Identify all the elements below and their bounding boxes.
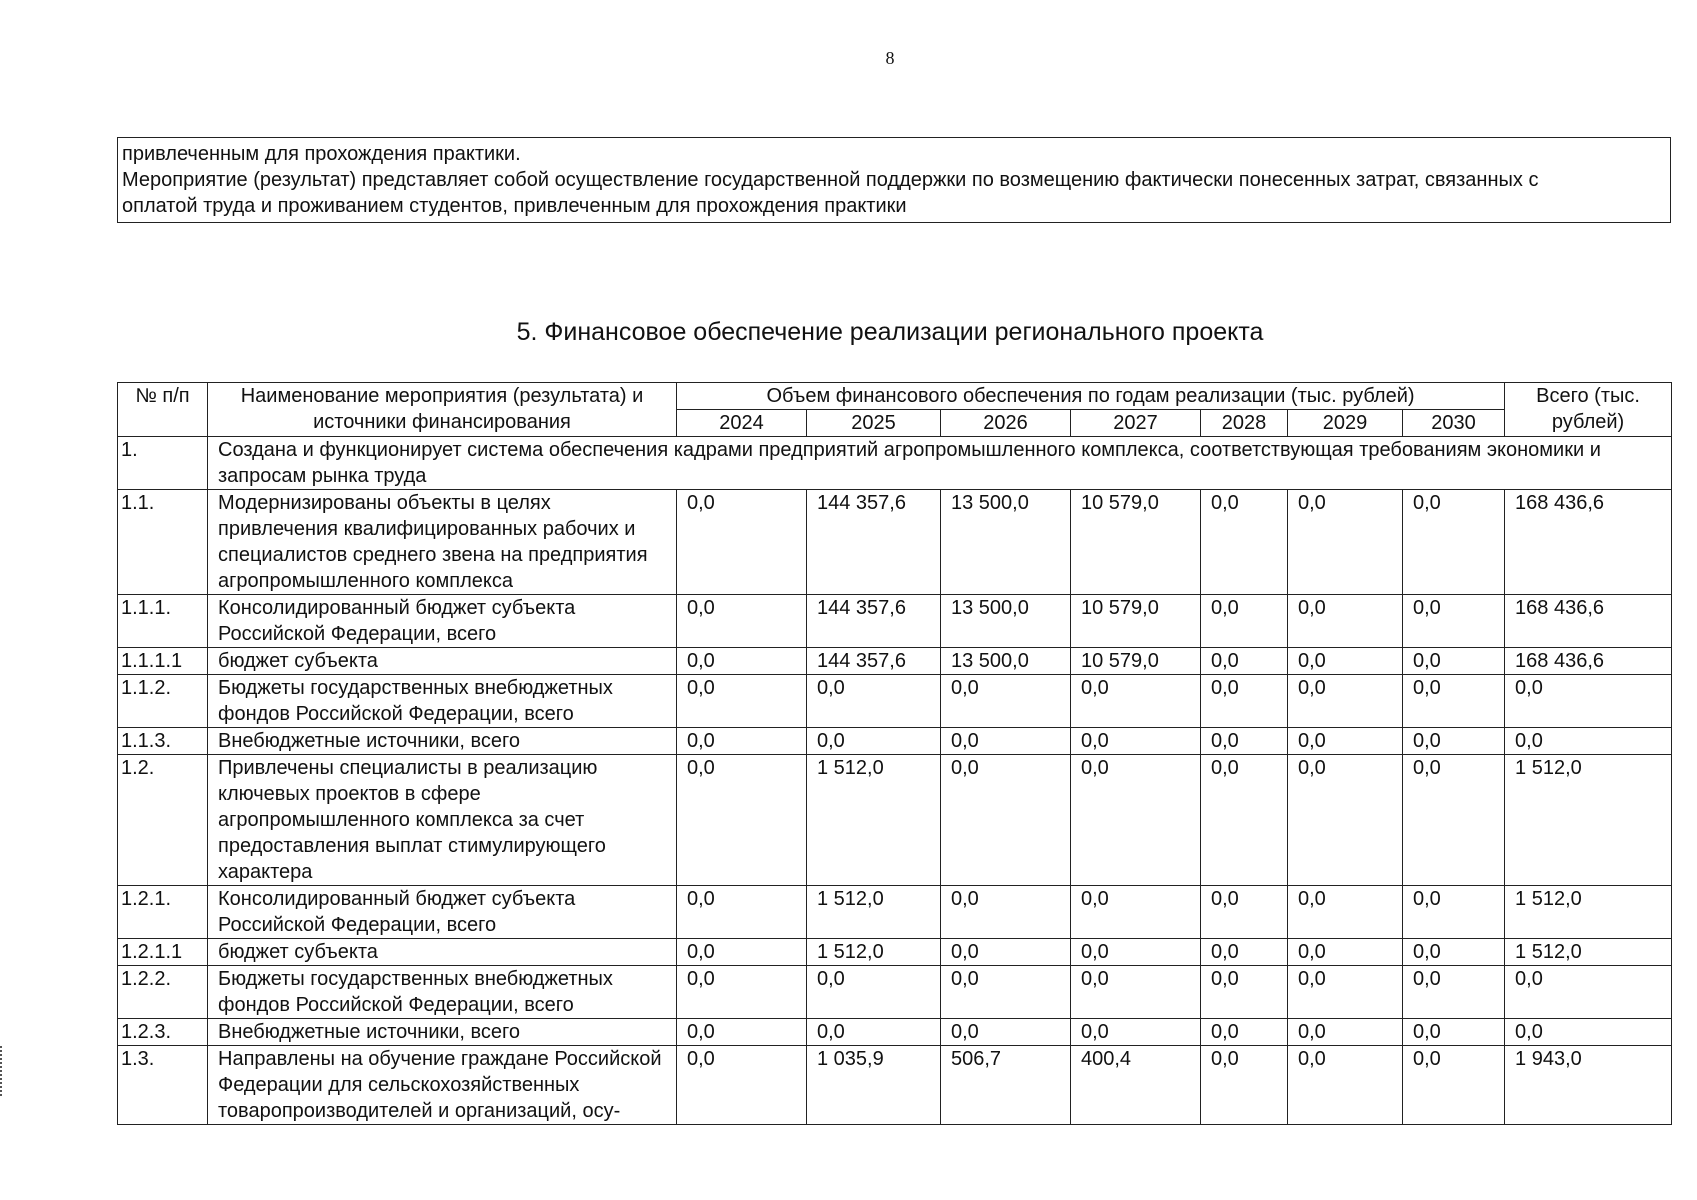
row-value: 0,0 (677, 755, 807, 886)
row-value: 0,0 (1201, 490, 1288, 595)
row-value: 0,0 (807, 966, 941, 1019)
row-value: 0,0 (941, 675, 1071, 728)
row-value: 0,0 (677, 728, 807, 755)
row-value: 0,0 (1071, 966, 1201, 1019)
header-year: 2026 (941, 410, 1071, 437)
header-total: Всего (тыс. рублей) (1505, 383, 1672, 437)
row-value: 0,0 (1071, 728, 1201, 755)
row-num: 1.1. (118, 490, 208, 595)
row-value: 0,0 (1403, 755, 1505, 886)
row-value: 0,0 (807, 675, 941, 728)
row-value: 0,0 (1403, 966, 1505, 1019)
row-total: 168 436,6 (1505, 648, 1672, 675)
table-row (118, 648, 1672, 675)
row-value: 0,0 (941, 755, 1071, 886)
row-total: 1 512,0 (1505, 886, 1672, 939)
row-value: 0,0 (941, 939, 1071, 966)
intro-text-box (117, 137, 1671, 223)
row-total: 0,0 (1505, 728, 1672, 755)
row-num: 1.1.2. (118, 675, 208, 728)
intro-line: Мероприятие (результат) представляет собой осуществление государственной поддержки по возмещению фактически понесенных затрат, связанных с (122, 169, 1539, 191)
row-value: 0,0 (1403, 728, 1505, 755)
header-year: 2030 (1403, 410, 1505, 437)
row-value: 0,0 (1071, 1019, 1201, 1046)
intro-line: привлеченным для прохождения практики. (122, 143, 521, 165)
row-value: 0,0 (1201, 675, 1288, 728)
row-num: 1.3. (118, 1046, 208, 1125)
row-name: Модернизированы объекты в целях привлечения квалифицированных рабочих и специалистов среднего звена на предприятия агропромышленного комплекса (208, 490, 677, 595)
row-value: 0,0 (1288, 966, 1403, 1019)
row-num: 1.2.1.1 (118, 939, 208, 966)
table-row (118, 595, 1672, 648)
table-row (118, 1019, 1672, 1046)
row-value: 1 035,9 (807, 1046, 941, 1125)
row-value: 0,0 (1403, 886, 1505, 939)
row-name: Бюджеты государственных внебюджетных фондов Российской Федерации, всего (208, 966, 677, 1019)
row-value: 0,0 (807, 728, 941, 755)
header-year: 2028 (1201, 410, 1288, 437)
row-value: 0,0 (1071, 675, 1201, 728)
row-total: 0,0 (1505, 1019, 1672, 1046)
row-value: 400,4 (1071, 1046, 1201, 1125)
row-value: 0,0 (1403, 1046, 1505, 1125)
row-value: 0,0 (677, 648, 807, 675)
table-row (118, 939, 1672, 966)
header-volume: Объем финансового обеспечения по годам реализации (тыс. рублей) (677, 383, 1505, 410)
row-num: 1. (118, 437, 208, 490)
row-value: 10 579,0 (1071, 595, 1201, 648)
row-value: 0,0 (677, 939, 807, 966)
row-value: 0,0 (1201, 886, 1288, 939)
row-value: 0,0 (941, 728, 1071, 755)
header-year: 2024 (677, 410, 807, 437)
row-value: 0,0 (1201, 1019, 1288, 1046)
row-value: 144 357,6 (807, 490, 941, 595)
row-value: 0,0 (1288, 648, 1403, 675)
row-value: 0,0 (1288, 886, 1403, 939)
table-row (118, 886, 1672, 939)
row-value: 0,0 (1403, 595, 1505, 648)
row-value: 0,0 (941, 966, 1071, 1019)
row-value: 0,0 (1288, 595, 1403, 648)
row-name: Привлечены специалисты в реализацию ключевых проектов в сфере агропромышленного комплекса за счет предоставления выплат стимулирующего характера (208, 755, 677, 886)
row-value: 0,0 (1403, 490, 1505, 595)
row-value: 0,0 (1201, 728, 1288, 755)
row-value: 0,0 (677, 490, 807, 595)
header-year: 2025 (807, 410, 941, 437)
row-value: 0,0 (1071, 755, 1201, 886)
table-row (118, 675, 1672, 728)
row-num: 1.2. (118, 755, 208, 886)
row-total: 1 512,0 (1505, 939, 1672, 966)
row-name: Консолидированный бюджет субъекта Российской Федерации, всего (208, 595, 677, 648)
row-total: 0,0 (1505, 966, 1672, 1019)
row-value: 0,0 (1071, 886, 1201, 939)
row-value: 0,0 (1403, 1019, 1505, 1046)
section-row (118, 437, 1672, 490)
row-value: 0,0 (1201, 648, 1288, 675)
row-value: 0,0 (677, 1019, 807, 1046)
row-total: 1 512,0 (1505, 755, 1672, 886)
row-value: 0,0 (1403, 939, 1505, 966)
row-name: Внебюджетные источники, всего (208, 728, 677, 755)
row-value: 10 579,0 (1071, 490, 1201, 595)
row-num: 1.1.3. (118, 728, 208, 755)
table-row (118, 728, 1672, 755)
row-value: 0,0 (1288, 728, 1403, 755)
row-num: 1.2.1. (118, 886, 208, 939)
table-row (118, 1046, 1672, 1125)
row-value: 1 512,0 (807, 755, 941, 886)
row-value: 13 500,0 (941, 490, 1071, 595)
row-value: 13 500,0 (941, 595, 1071, 648)
margin-marks (0, 1046, 6, 1096)
row-value: 0,0 (1201, 1046, 1288, 1125)
table-row (118, 490, 1672, 595)
row-name: Бюджеты государственных внебюджетных фондов Российской Федерации, всего (208, 675, 677, 728)
row-value: 1 512,0 (807, 886, 941, 939)
header-num: № п/п (118, 383, 208, 437)
row-value: 13 500,0 (941, 648, 1071, 675)
row-name: Направлены на обучение граждане Российской Федерации для сельскохозяйственных товаропроизводителей и организаций, осу- (208, 1046, 677, 1125)
row-value: 0,0 (677, 675, 807, 728)
row-value: 144 357,6 (807, 648, 941, 675)
page-number: 8 (885, 48, 895, 68)
table-header-row (118, 383, 1672, 410)
section-title: 5. Финансовое обеспечение реализации регионального проекта (516, 318, 1264, 346)
intro-line: оплатой труда и проживанием студентов, привлеченным для прохождения практики (122, 195, 907, 217)
row-total: 1 943,0 (1505, 1046, 1672, 1125)
row-total: 0,0 (1505, 675, 1672, 728)
row-value: 0,0 (677, 886, 807, 939)
row-value: 0,0 (1403, 675, 1505, 728)
table-row (118, 966, 1672, 1019)
header-name: Наименование мероприятия (результата) и источники финансирования (208, 383, 677, 437)
row-value: 0,0 (1288, 1046, 1403, 1125)
row-value: 0,0 (941, 886, 1071, 939)
row-value: 0,0 (677, 1046, 807, 1125)
financing-table (117, 382, 1672, 1125)
header-year: 2027 (1071, 410, 1201, 437)
row-value: 144 357,6 (807, 595, 941, 648)
row-total: 168 436,6 (1505, 595, 1672, 648)
row-value: 0,0 (1201, 966, 1288, 1019)
row-value: 0,0 (1201, 755, 1288, 886)
row-value: 0,0 (1288, 755, 1403, 886)
section-text: Создана и функционирует система обеспечения кадрами предприятий агропромышленного комплекса, соответствующая требованиям экономики и запросам рынка труда (208, 437, 1672, 490)
row-value: 0,0 (807, 1019, 941, 1046)
row-value: 0,0 (1403, 648, 1505, 675)
row-value: 0,0 (677, 966, 807, 1019)
row-name: бюджет субъекта (208, 648, 677, 675)
row-value: 0,0 (1288, 939, 1403, 966)
header-year: 2029 (1288, 410, 1403, 437)
row-num: 1.2.3. (118, 1019, 208, 1046)
row-value: 506,7 (941, 1046, 1071, 1125)
row-name: бюджет субъекта (208, 939, 677, 966)
row-name: Внебюджетные источники, всего (208, 1019, 677, 1046)
row-value: 0,0 (1288, 675, 1403, 728)
row-num: 1.1.1.1 (118, 648, 208, 675)
table-row (118, 755, 1672, 886)
row-value: 0,0 (677, 595, 807, 648)
row-value: 0,0 (1201, 595, 1288, 648)
row-value: 0,0 (1071, 939, 1201, 966)
row-value: 0,0 (1288, 1019, 1403, 1046)
row-total: 168 436,6 (1505, 490, 1672, 595)
row-value: 1 512,0 (807, 939, 941, 966)
row-num: 1.2.2. (118, 966, 208, 1019)
row-name: Консолидированный бюджет субъекта Российской Федерации, всего (208, 886, 677, 939)
row-value: 0,0 (1201, 939, 1288, 966)
row-value: 0,0 (941, 1019, 1071, 1046)
row-num: 1.1.1. (118, 595, 208, 648)
row-value: 10 579,0 (1071, 648, 1201, 675)
row-value: 0,0 (1288, 490, 1403, 595)
